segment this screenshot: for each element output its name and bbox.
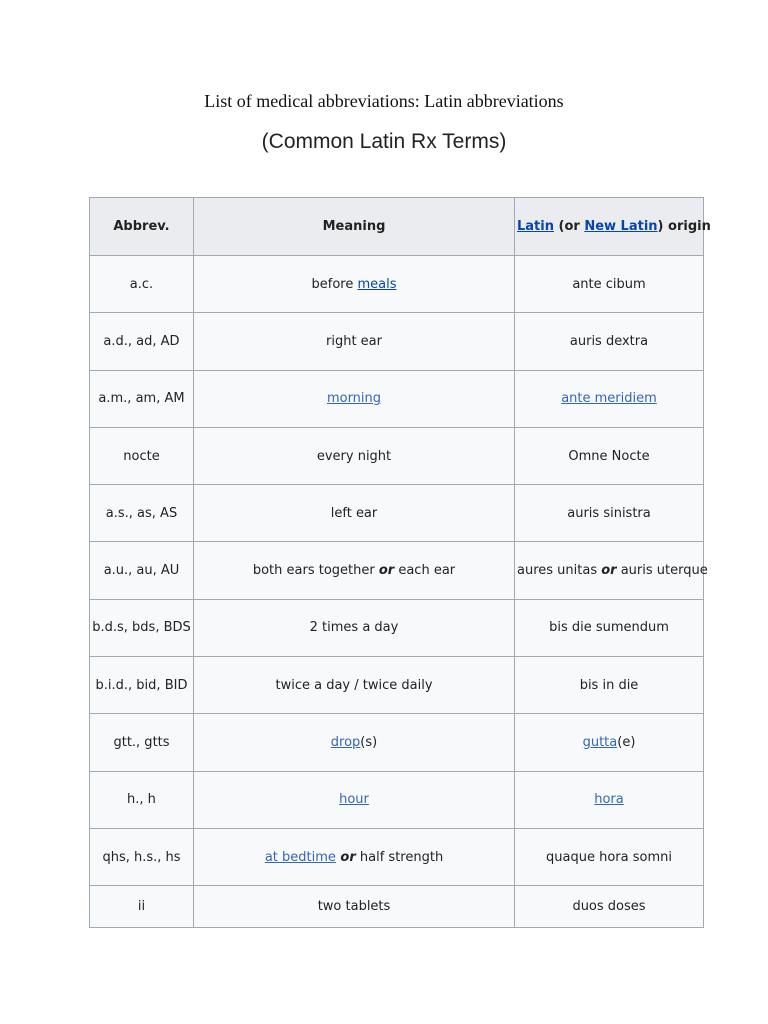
meaning-cell: every night: [194, 427, 515, 484]
meaning-cell: [194, 828, 515, 885]
header-origin: [515, 198, 711, 256]
meaning-cell: [194, 542, 515, 599]
meaning-cell: [194, 370, 515, 427]
origin-cell: [515, 714, 704, 771]
abbrev-cell: h., h: [90, 771, 194, 828]
drop-link[interactable]: drop: [330, 735, 361, 751]
origin-cell: ante cibum: [515, 256, 704, 313]
table-row: [90, 485, 704, 542]
meaning-or: or: [335, 849, 356, 865]
header-abbrev: Abbrev.: [90, 198, 194, 256]
abbreviations-table: [89, 197, 711, 928]
origin-cell: duos doses: [515, 886, 704, 928]
table-row: [90, 599, 704, 656]
meaning-text: each ear: [394, 563, 456, 579]
abbrev-cell: qhs, h.s., hs: [90, 828, 194, 885]
table-row: [90, 657, 704, 714]
origin-or: or: [601, 563, 617, 579]
table-row: [90, 828, 704, 885]
header-meaning: Meaning: [194, 198, 515, 256]
origin-cell: [515, 771, 704, 828]
hora-link[interactable]: hora: [594, 792, 624, 808]
meaning-cell: two tablets: [194, 886, 515, 928]
morning-link[interactable]: morning: [326, 391, 382, 407]
at-bedtime-link[interactable]: at bedtime: [264, 849, 336, 865]
meaning-cell: [194, 714, 515, 771]
latin-link[interactable]: Latin: [517, 219, 554, 234]
meaning-cell: [194, 771, 515, 828]
abbrev-cell: a.s., as, AS: [90, 485, 194, 542]
meaning-text: (s): [360, 735, 378, 751]
table-row: [90, 313, 704, 370]
abbrev-cell: b.d.s, bds, BDS: [90, 599, 194, 656]
abbrev-cell: ii: [90, 886, 194, 928]
meaning-text: both ears together: [252, 563, 379, 579]
table-row: [90, 256, 704, 313]
meaning-text: before: [311, 276, 358, 292]
origin-cell: bis die sumendum: [515, 599, 704, 656]
table-header-row: [90, 198, 704, 256]
origin-cell: bis in die: [515, 657, 704, 714]
ante-meridiem-link[interactable]: ante meridiem: [561, 391, 657, 407]
abbrev-cell: a.m., am, AM: [90, 370, 194, 427]
gutta-link[interactable]: gutta: [582, 735, 618, 751]
origin-text: auris uterque: [616, 563, 708, 579]
table-row: [90, 886, 704, 928]
abbrev-cell: b.i.d., bid, BID: [90, 657, 194, 714]
meaning-cell: 2 times a day: [194, 599, 515, 656]
abbrev-cell: a.u., au, AU: [90, 542, 194, 599]
table-row: [90, 714, 704, 771]
meaning-cell: [194, 256, 515, 313]
origin-text: (e): [617, 735, 636, 751]
meaning-cell: left ear: [194, 485, 515, 542]
origin-cell: [515, 542, 708, 599]
origin-cell: auris sinistra: [515, 485, 704, 542]
abbrev-cell: gtt., gtts: [90, 714, 194, 771]
table-row: [90, 427, 704, 484]
header-origin-suffix: ) origin: [657, 219, 711, 234]
page-subtitle: (Common Latin Rx Terms): [261, 130, 507, 153]
origin-cell: [515, 370, 704, 427]
origin-cell: auris dextra: [515, 313, 704, 370]
table-row: [90, 370, 704, 427]
meaning-cell: twice a day / twice daily: [194, 657, 515, 714]
new-latin-link[interactable]: New Latin: [584, 219, 658, 234]
abbrev-cell: a.d., ad, AD: [90, 313, 194, 370]
meaning-or: or: [378, 563, 395, 579]
meaning-text: half strength: [355, 849, 444, 865]
origin-cell: Omne Nocte: [515, 427, 704, 484]
origin-text: aures unitas: [517, 563, 602, 579]
meaning-cell: right ear: [194, 313, 515, 370]
meals-link[interactable]: meals: [357, 276, 397, 292]
abbrev-cell: nocte: [90, 427, 194, 484]
page-title: List of medical abbreviations: Latin abbreviations: [204, 91, 564, 111]
hour-link[interactable]: hour: [339, 792, 369, 808]
origin-cell: quaque hora somni: [515, 828, 704, 885]
table-row: [90, 542, 704, 599]
table-row: [90, 771, 704, 828]
abbrev-cell: a.c.: [90, 256, 194, 313]
header-origin-or: (or: [553, 219, 585, 234]
